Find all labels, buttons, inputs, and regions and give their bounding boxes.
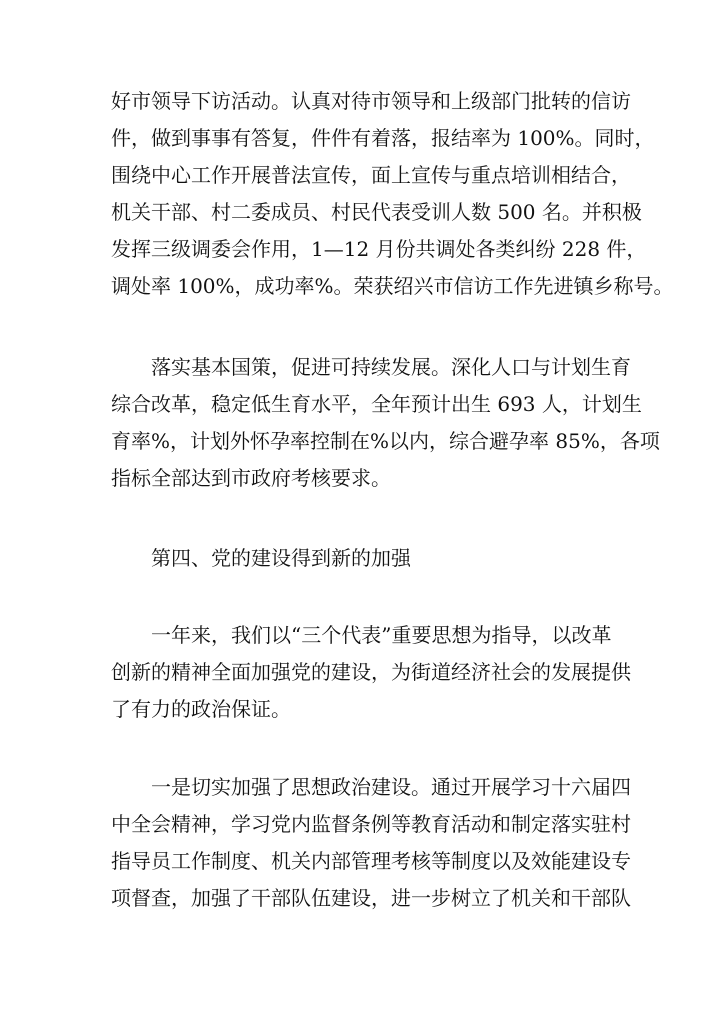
text-line: 了有力的政治保证。 — [111, 697, 291, 721]
text-line: 一是切实加强了思想政治建设。通过开展学习十六届四 — [151, 775, 631, 799]
text-line: 调处率 100%，成功率%。荣获绍兴市信访工作先进镇乡称号。 — [111, 274, 674, 298]
text-line: 落实基本国策，促进可持续发展。深化人口与计划生育 — [151, 355, 631, 379]
section-heading — [111, 548, 611, 568]
text-line: 育率%，计划外怀孕率控制在%以内，综合避孕率 85%，各项 — [111, 429, 660, 453]
text-line: 指标全部达到市政府考核要求。 — [111, 466, 391, 490]
text-line: 综合改革，稳定低生育水平，全年预计出生 693 人，计划生 — [111, 392, 642, 416]
paragraph-party-building-intro — [111, 623, 631, 721]
text-line: 一年来，我们以“三个代表”重要思想为指导，以改革 — [151, 623, 612, 647]
text-line: 项督查，加强了干部队伍建设，进一步树立了机关和干部队 — [111, 886, 631, 910]
text-line: 中全会精神，学习党内监督条例等教育活动和制定落实驻村 — [111, 812, 631, 836]
text-line: 指导员工作制度、机关内部管理考核等制度以及效能建设专 — [111, 849, 631, 873]
text-line: 机关干部、村二委成员、村民代表受训人数 500 名。并积极 — [111, 200, 642, 224]
paragraph-ideological-building — [111, 775, 631, 910]
paragraph-petition-work — [111, 89, 674, 298]
text-line: 围绕中心工作开展普法宣传，面上宣传与重点培训相结合， — [111, 163, 631, 187]
text-line: 好市领导下访活动。认真对待市领导和上级部门批转的信访 — [111, 89, 631, 113]
paragraph-family-planning — [111, 355, 660, 490]
text-line: 创新的精神全面加强党的建设，为街道经济社会的发展提供 — [111, 660, 631, 684]
text-line: 发挥三级调委会作用，1—12 月份共调处各类纠纷 228 件， — [111, 237, 647, 261]
text-line: 件，做到事事有答复，件件有着落，报结率为 100%。同时， — [111, 126, 655, 150]
heading-text: 第四、党的建设得到新的加强 — [151, 546, 411, 570]
